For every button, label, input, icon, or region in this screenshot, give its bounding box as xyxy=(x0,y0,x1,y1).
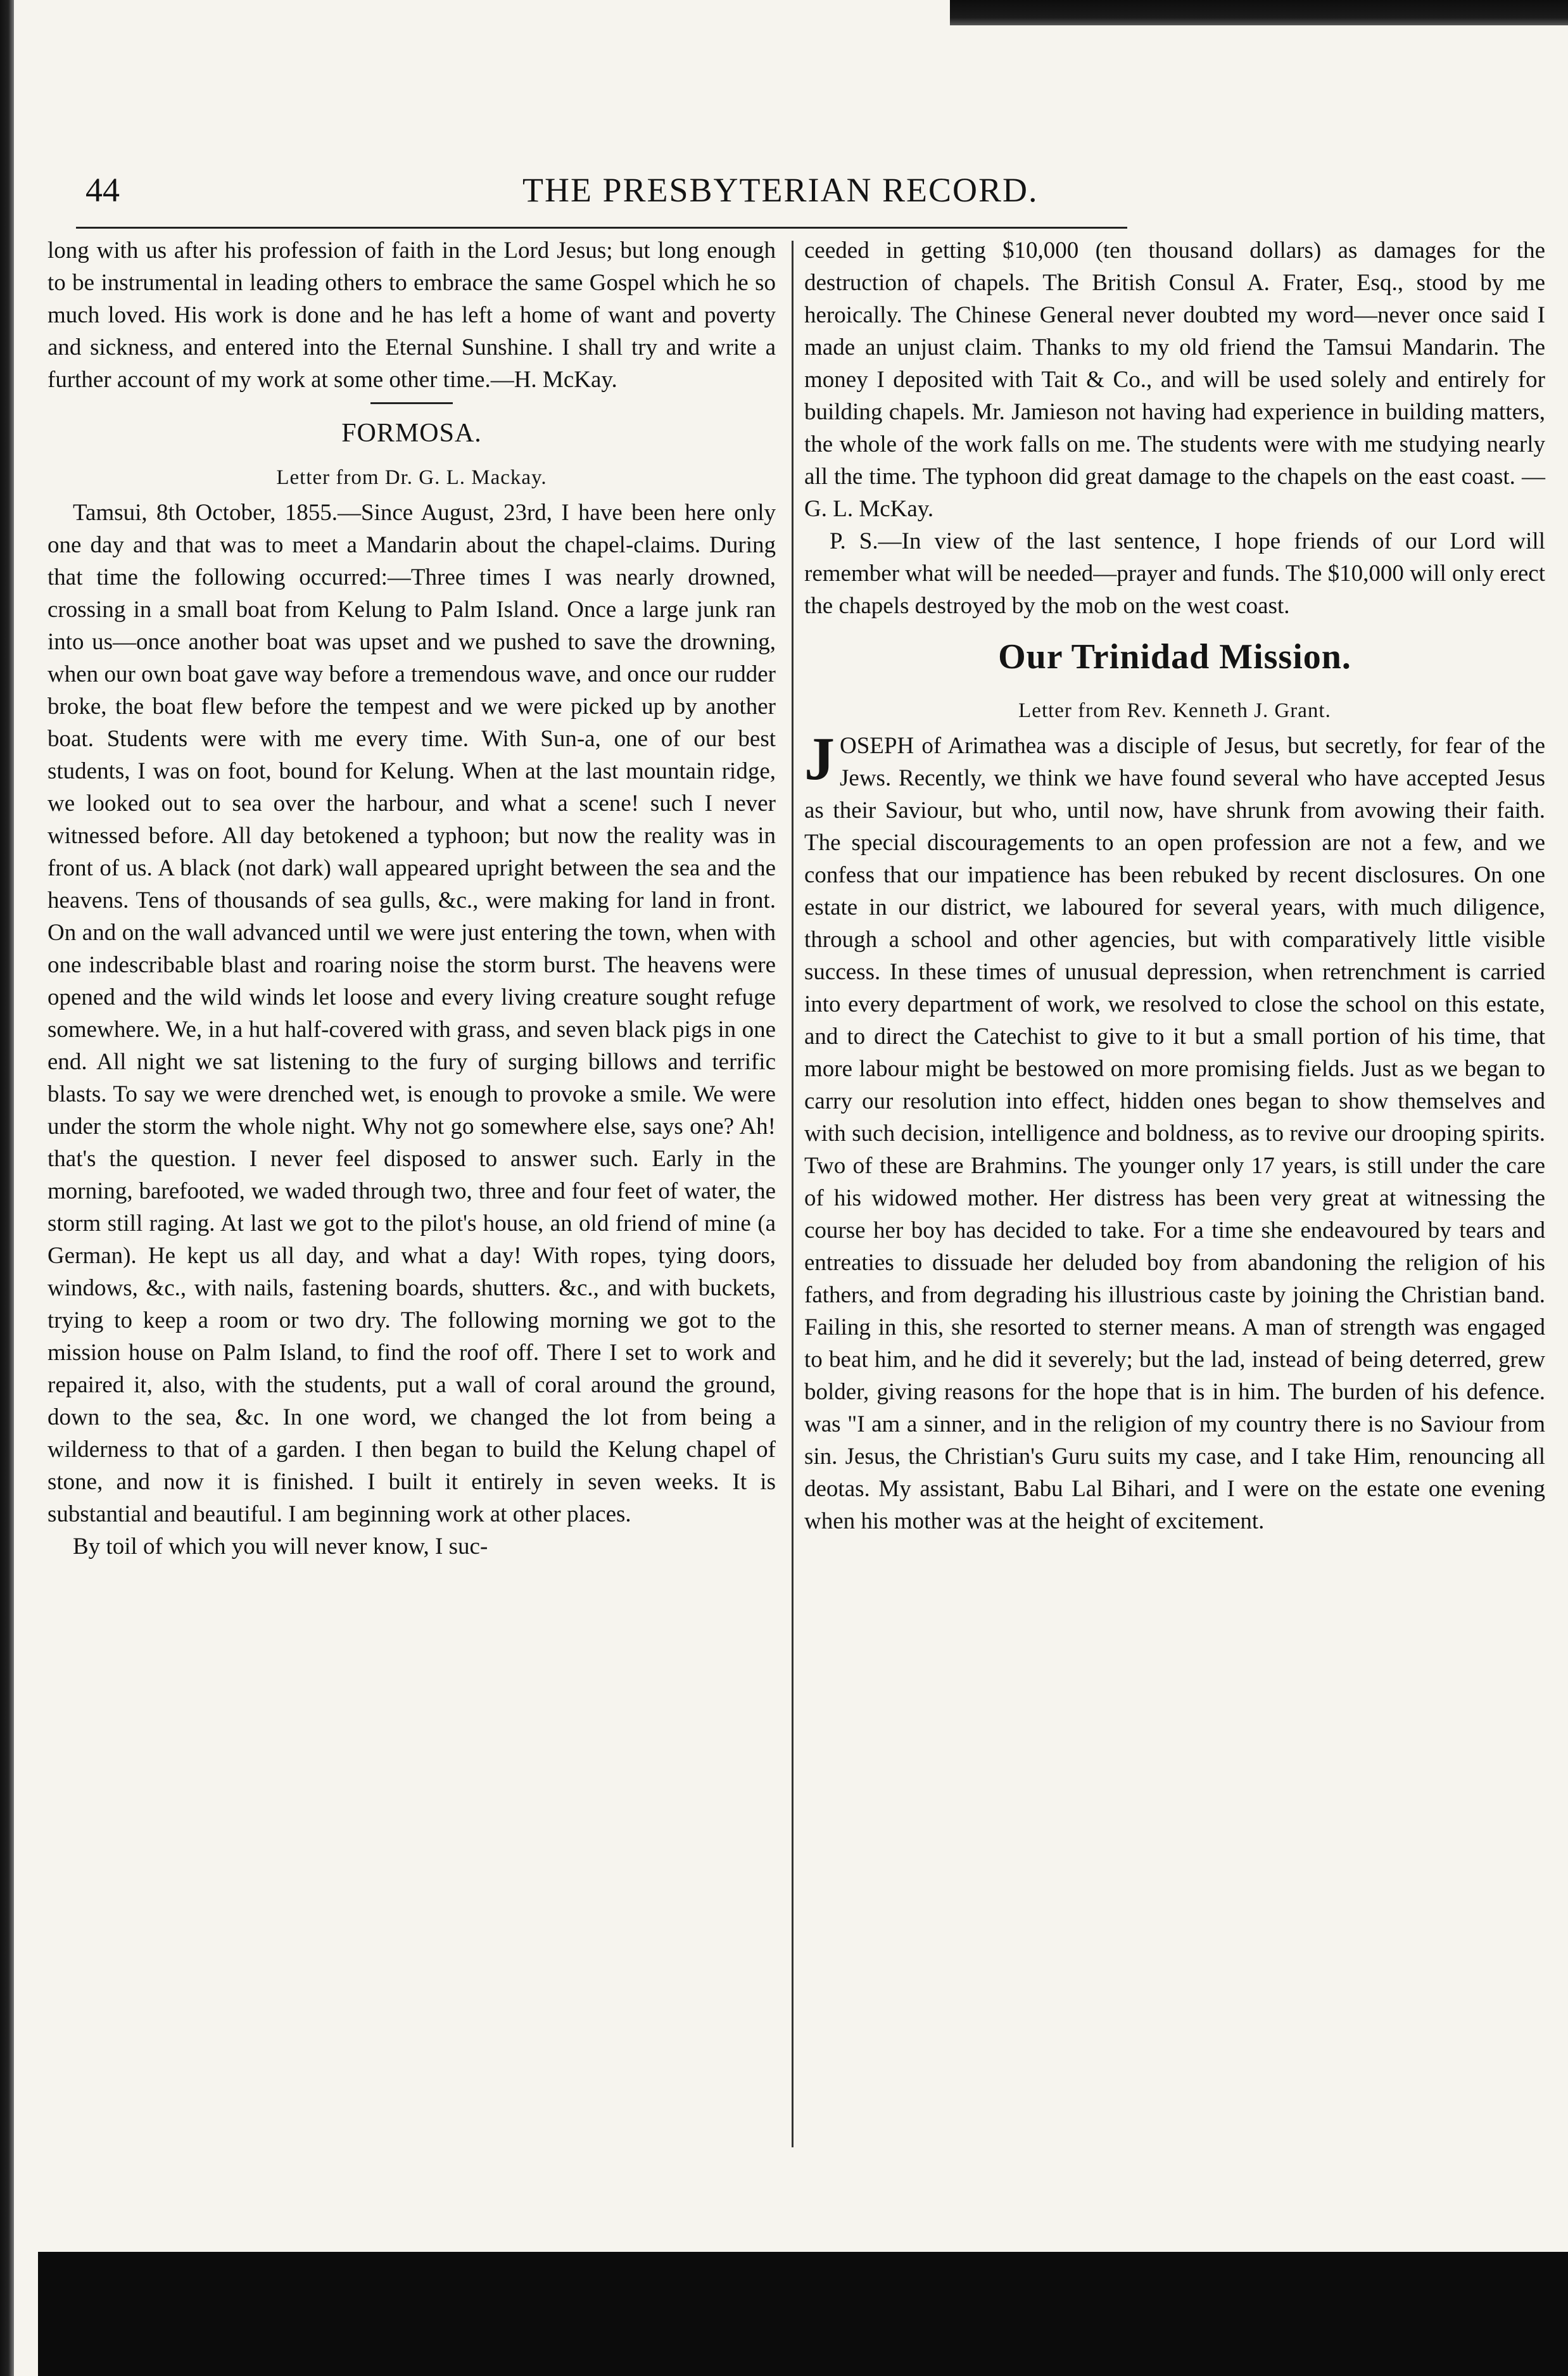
trinidad-letter-body xyxy=(804,725,1545,1537)
byline-grant: Letter from Rev. Kenneth J. Grant. xyxy=(1018,699,1331,722)
formosa-letter-body: Tamsui, 8th October, 1855.—Since August, 23rd, I have been here only one day and that was to meet a Mandarin about the chapel-claims. During that time the following occurred:—Three times I was nearly drowned, crossing in a small boat from Kelung to Palm Island. Once a large junk ran into us—once another boat was upset and we pushed to save the drowning, when our own boat gave way before a tremendous wave, and once our rudder broke, the boat flew before the tempest and we were picked up by another boat. Students were with me every time. With Sun-a, one of our best students, I was on foot, bound for Kelung. When at the last mountain ridge, we looked out to sea over the harbour, and what a scene! such I never witnessed before. All day betokened a typhoon; but now the reality was in front of us. A black (not dark) wall appeared upright between the sea and the heavens. Tens of thousands of sea gulls, &c., were making for land in front. On and on the wall advanced until we were just entering the town, when with one indescribable blast and roaring noise the storm burst. The heavens were opened and the wild winds let loose and every living creature sought refuge somewhere. We, in a hut half-covered with grass, and seven black pigs in one end. All night we sat listening to the fury of surging billows and terrific blasts. To say we were drenched wet, is enough to provoke a smile. We were under the storm the whole night. Why not go somewhere else, says one? Ah! that's the question. I never feel disposed to answer such. Early in the morning, barefooted, we waded through two, three and four feet of water, the storm still raging. At last we got to the pilot's house, an old friend of mine (a German). He kept us all day, and what a day! With ropes, tying doors, windows, &c., with nails, fastening boards, shutters. &c., and with buckets, trying to keep a room or two dry. The following morning we got to the mission house on Palm Island, to find the roof off. There I set to work and repaired it, also, with the students, put a wall of coral around the ground, down to the sea, &c. In one word, we changed the lot from being a wilderness to that of a garden. I then began to build the Kelung chapel of stone, and now it is finished. I built it entirely in seven weeks. It is substantial and beautiful. I am beginning work at other places. xyxy=(47,500,776,1527)
drop-cap: J xyxy=(804,725,835,792)
column-divider xyxy=(792,241,793,2147)
article-separator xyxy=(370,402,453,404)
right-column xyxy=(804,234,1545,1537)
page-number: 44 xyxy=(85,171,120,209)
journal-title: THE PRESBYTERIAN RECORD. xyxy=(522,171,1039,209)
byline-mackay: Letter from Dr. G. L. Mackay. xyxy=(276,466,547,489)
formosa-letter-closing: By toil of which you will never know, I suc- xyxy=(73,1534,488,1560)
running-head xyxy=(38,158,1102,222)
left-column xyxy=(47,234,776,1563)
postscript: P. S.—In view of the last sentence, I hope friends of our Lord will remember what will be needed—prayer and funds. The $10,000 will only erect the chapels destroyed by the mob on the west coast. xyxy=(804,528,1545,619)
scan-edge-top xyxy=(950,0,1568,25)
header-rule xyxy=(76,227,1127,229)
trinidad-letter-text: OSEPH of Arimathea was a disciple of Jesus, but secretly, for fear of the Jews. Recently, we think we have found several who have accepted Jesus as their Saviour, but who, until now, have shrunk from avowing their faith. The special discouragements to an open profession are not a few, and we confess that our impatience has been rebuked by recent disclosures. On one estate in our district, we laboured for several years, with much diligence, through a school and other agencies, but with comparatively little visible success. In these times of unusual depression, when retrenchment is carried into every department of work, we resolved to close the school on this estate, and to direct the Catechist to give to it but a small portion of his time, that more labour might be bestowed on more promising fields. Just as we began to carry our resolution into effect, hidden ones began to show themselves and with such decision, intelligence and boldness, as to revive our drooping spirits. Two of these are Brahmins. The younger only 17 years, is still under the care of his widowed mother. Her distress has been very great at witnessing the course her boy has decided to take. For a time she endeavoured by tears and entreaties to dissuade her deluded boy from abandoning the religion of his fathers, and from degrading his illustrious caste by joining the Christian band. Failing in this, she resorted to sterner means. A man of strength was engaged to beat him, and he did it severely; but the lad, instead of being deterred, grew bolder, giving reasons for the hope that is in him. The burden of his defence. was "I am a sinner, and in the religion of my country there is no Saviour from sin. Jesus, the Christian's Guru suits my case, and I take Him, renouncing all deotas. My assistant, Babu Lal Bihari, and I were on the estate one evening when his mother was at the height of excitement. xyxy=(804,733,1545,1534)
continued-article-text: long with us after his profession of faith in the Lord Jesus; but long enough to be instrumental in leading others to embrace the same Gospel which he so much loved. His work is done and he has left a home of want and poverty and sickness, and entered into the Eternal Sunshine. I shall try and write a further account of my work at some other time.—H. McKay. xyxy=(47,238,776,393)
newspaper-page xyxy=(38,114,1545,2230)
section-title-trinidad: Our Trinidad Mission. xyxy=(998,637,1351,677)
scan-edge-bottom xyxy=(38,2252,1568,2376)
scan-edge-left xyxy=(0,0,14,2376)
section-title-formosa: FORMOSA. xyxy=(341,419,482,448)
formosa-letter-continuation: ceeded in getting $10,000 (ten thousand dollars) as damages for the destruction of chapels. The British Consul A. Frater, Esq., stood by me heroically. The Chinese General never doubted my word—never once said I made an unjust claim. Thanks to my old friend the Tamsui Mandarin. The money I deposited with Tait & Co., and will be used solely and entirely for building chapels. Mr. Jamieson not having had experience in building matters, the whole of the work falls on me. The students were with me studying nearly all the time. The typhoon did great damage to the chapels on the east coast. —G. L. McKay. xyxy=(804,238,1545,522)
